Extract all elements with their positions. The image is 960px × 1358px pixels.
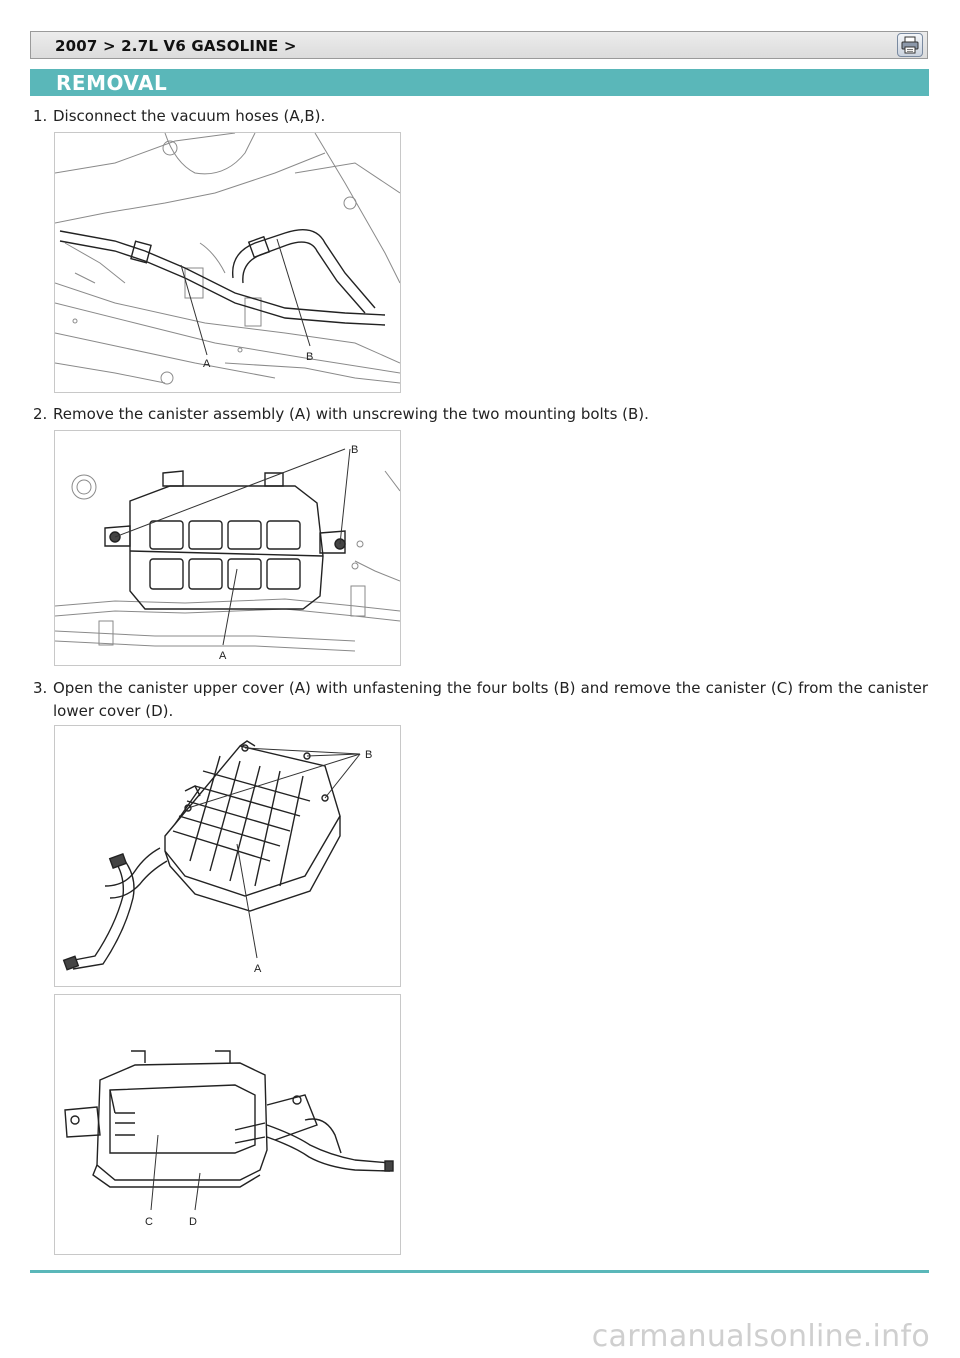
breadcrumb: 2007 > 2.7L V6 GASOLINE > xyxy=(55,37,297,55)
step-text: Open the canister upper cover (A) with unfastening the four bolts (B) and remove the canister (C) from the canister lower cover (D). xyxy=(53,679,928,720)
leader-line-b2 xyxy=(340,449,350,544)
canister-lower-cover-illustration xyxy=(55,995,400,1254)
step-1 xyxy=(33,105,913,128)
leader-line-a xyxy=(223,569,237,645)
step-number: 2. xyxy=(33,405,48,423)
leader-line-a xyxy=(237,844,257,958)
watermark: carmanualsonline.info xyxy=(591,1319,930,1354)
footer-divider xyxy=(30,1270,929,1273)
print-button[interactable] xyxy=(897,33,923,57)
label-b: B xyxy=(351,444,359,456)
canister-assembly-illustration xyxy=(55,431,400,665)
label-b: B xyxy=(365,749,373,761)
step-3 xyxy=(33,677,928,723)
figure-canister-upper-cover xyxy=(54,725,401,987)
leader-line-b xyxy=(277,239,310,346)
leader-line-c xyxy=(151,1135,158,1210)
figure-canister-lower-cover xyxy=(54,994,401,1255)
vacuum-hoses-illustration xyxy=(55,133,400,392)
figure-canister-assembly xyxy=(54,430,401,666)
step-number: 3. xyxy=(33,679,48,697)
label-c: C xyxy=(145,1216,153,1228)
leader-line-d xyxy=(195,1173,200,1210)
step-2 xyxy=(33,403,913,426)
section-title: REMOVAL xyxy=(56,71,168,95)
label-a: A xyxy=(254,963,262,975)
label-a: A xyxy=(219,650,227,662)
figure-vacuum-hoses xyxy=(54,132,401,393)
step-number: 1. xyxy=(33,107,48,125)
header-bar xyxy=(30,31,928,59)
canister-upper-cover-illustration xyxy=(55,726,400,986)
label-a: A xyxy=(203,358,211,370)
label-d: D xyxy=(189,1216,197,1228)
label-b: B xyxy=(306,351,314,363)
step-text: Disconnect the vacuum hoses (A,B). xyxy=(53,107,326,125)
section-heading xyxy=(30,69,929,96)
step-text: Remove the canister assembly (A) with unscrewing the two mounting bolts (B). xyxy=(53,405,649,423)
printer-icon xyxy=(898,34,922,56)
